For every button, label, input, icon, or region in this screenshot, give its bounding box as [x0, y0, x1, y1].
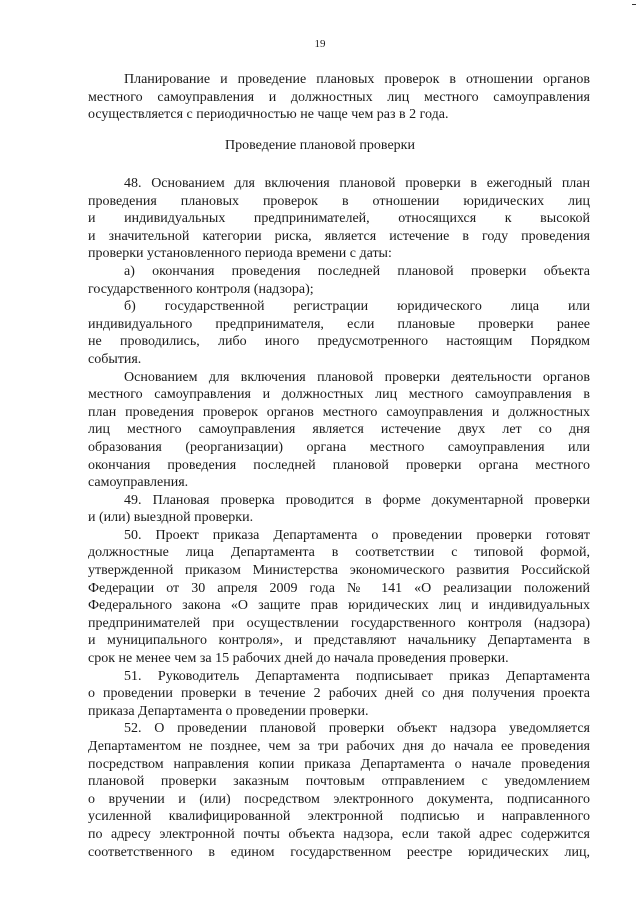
body-line: и муниципального контроля», и представляют начальнику Департамента в [88, 633, 590, 649]
intro-line: Планирование и проведение плановых проверок в отношении органов [124, 72, 590, 87]
intro-paragraph [88, 71, 590, 124]
body-line: проверки установленного периода времени с даты: [88, 246, 392, 262]
body-line: окончания проведения последней плановой проверки органа местного [88, 457, 590, 473]
body-line: усиленной квалифицированной электронной подписью и направленного [88, 809, 590, 825]
body-line: предпринимателей при осуществлении государственного контроля (надзора) [88, 615, 590, 631]
body-line: б) государственной регистрации юридического лица или [124, 299, 590, 315]
body-line: посредством направления копии приказа Департамента о начале проведения [88, 756, 590, 772]
body-line: срок не менее чем за 15 рабочих дней до начала проведения проверки. [88, 651, 509, 667]
body-line: и значительной категории риска, является истечение в году проведения [88, 228, 590, 244]
body-line: о проведении проверки в течение 2 рабочих дней со дня получения проекта [88, 686, 590, 702]
body-line: 52. О проведении плановой проверки объект надзора уведомляется [124, 721, 590, 737]
body-line: утвержденной приказом Министерства экономического развития Российской [88, 563, 590, 579]
body-line: не проводились, либо иного предусмотренного настоящим Порядком [88, 334, 590, 350]
body-line: индивидуального предпринимателя, если плановые проверки ранее [88, 316, 590, 332]
body-line: и (или) выездной проверки. [88, 510, 254, 526]
body-line: по адресу электронной почты объекта надзора, если такой адрес содержится [88, 826, 590, 842]
body-line: Федерального закона «О защите прав юридических лиц и индивидуальных [88, 598, 590, 614]
body-line: плановой проверки заказным почтовым отправлением с уведомлением [88, 774, 590, 790]
body-line: 49. Плановая проверка проводится в форме документарной проверки [124, 492, 590, 508]
body-line: лиц местного самоуправления является истечение двух лет со дня [88, 422, 590, 438]
body-line: Основанием для включения плановой проверки деятельности органов [124, 369, 590, 385]
body-line: должностные лица Департамента в соответствии с типовой формой, [88, 545, 590, 561]
body-text [88, 175, 590, 861]
body-line: план проведения проверок органов местного самоуправления и должностных [88, 404, 590, 420]
body-line: события. [88, 351, 142, 367]
body-line: местного самоуправления и должностных лиц местного самоуправления в [88, 387, 590, 403]
body-line: а) окончания проведения последней плановой проверки объекта [124, 263, 590, 279]
body-line: Департаментом не позднее, чем за три рабочих дня до начала ее проведения [88, 739, 590, 754]
body-line: соответственного в едином государственном реестре юридических лиц, [88, 844, 590, 860]
body-line: самоуправления. [88, 475, 189, 491]
body-line: Федерации от 30 апреля 2009 года № 141 «О реализации положений [88, 580, 590, 596]
body-line: 50. Проект приказа Департамента о проведении проверки готовят [124, 527, 590, 543]
body-line: государственного контроля (надзора); [88, 281, 314, 297]
body-line: и индивидуальных предпринимателей, относящихся к высокой [88, 211, 590, 227]
intro-line: местного самоуправления и должностных лиц местного самоуправления [88, 89, 590, 105]
body-line: 48. Основанием для включения плановой проверки в ежегодный план [124, 176, 590, 191]
scan-corner-mark [632, 4, 636, 5]
body-line: приказа Департамента о проведении проверки. [88, 703, 369, 719]
body-line: о вручении и (или) посредством электронного документа, подписанного [88, 791, 590, 807]
intro-line: осуществляется с периодичностью не чаще чем раз в 2 года. [88, 107, 449, 123]
body-line: образования (реорганизации) органа местного самоуправления или [88, 439, 590, 455]
body-line: проведения плановых проверок в отношении юридических лиц [88, 193, 590, 209]
section-heading: Проведение плановой проверки [225, 138, 415, 153]
body-line: 51. Руководитель Департамента подписывает приказ Департамента [124, 668, 590, 684]
page-number: 19 [314, 38, 326, 50]
